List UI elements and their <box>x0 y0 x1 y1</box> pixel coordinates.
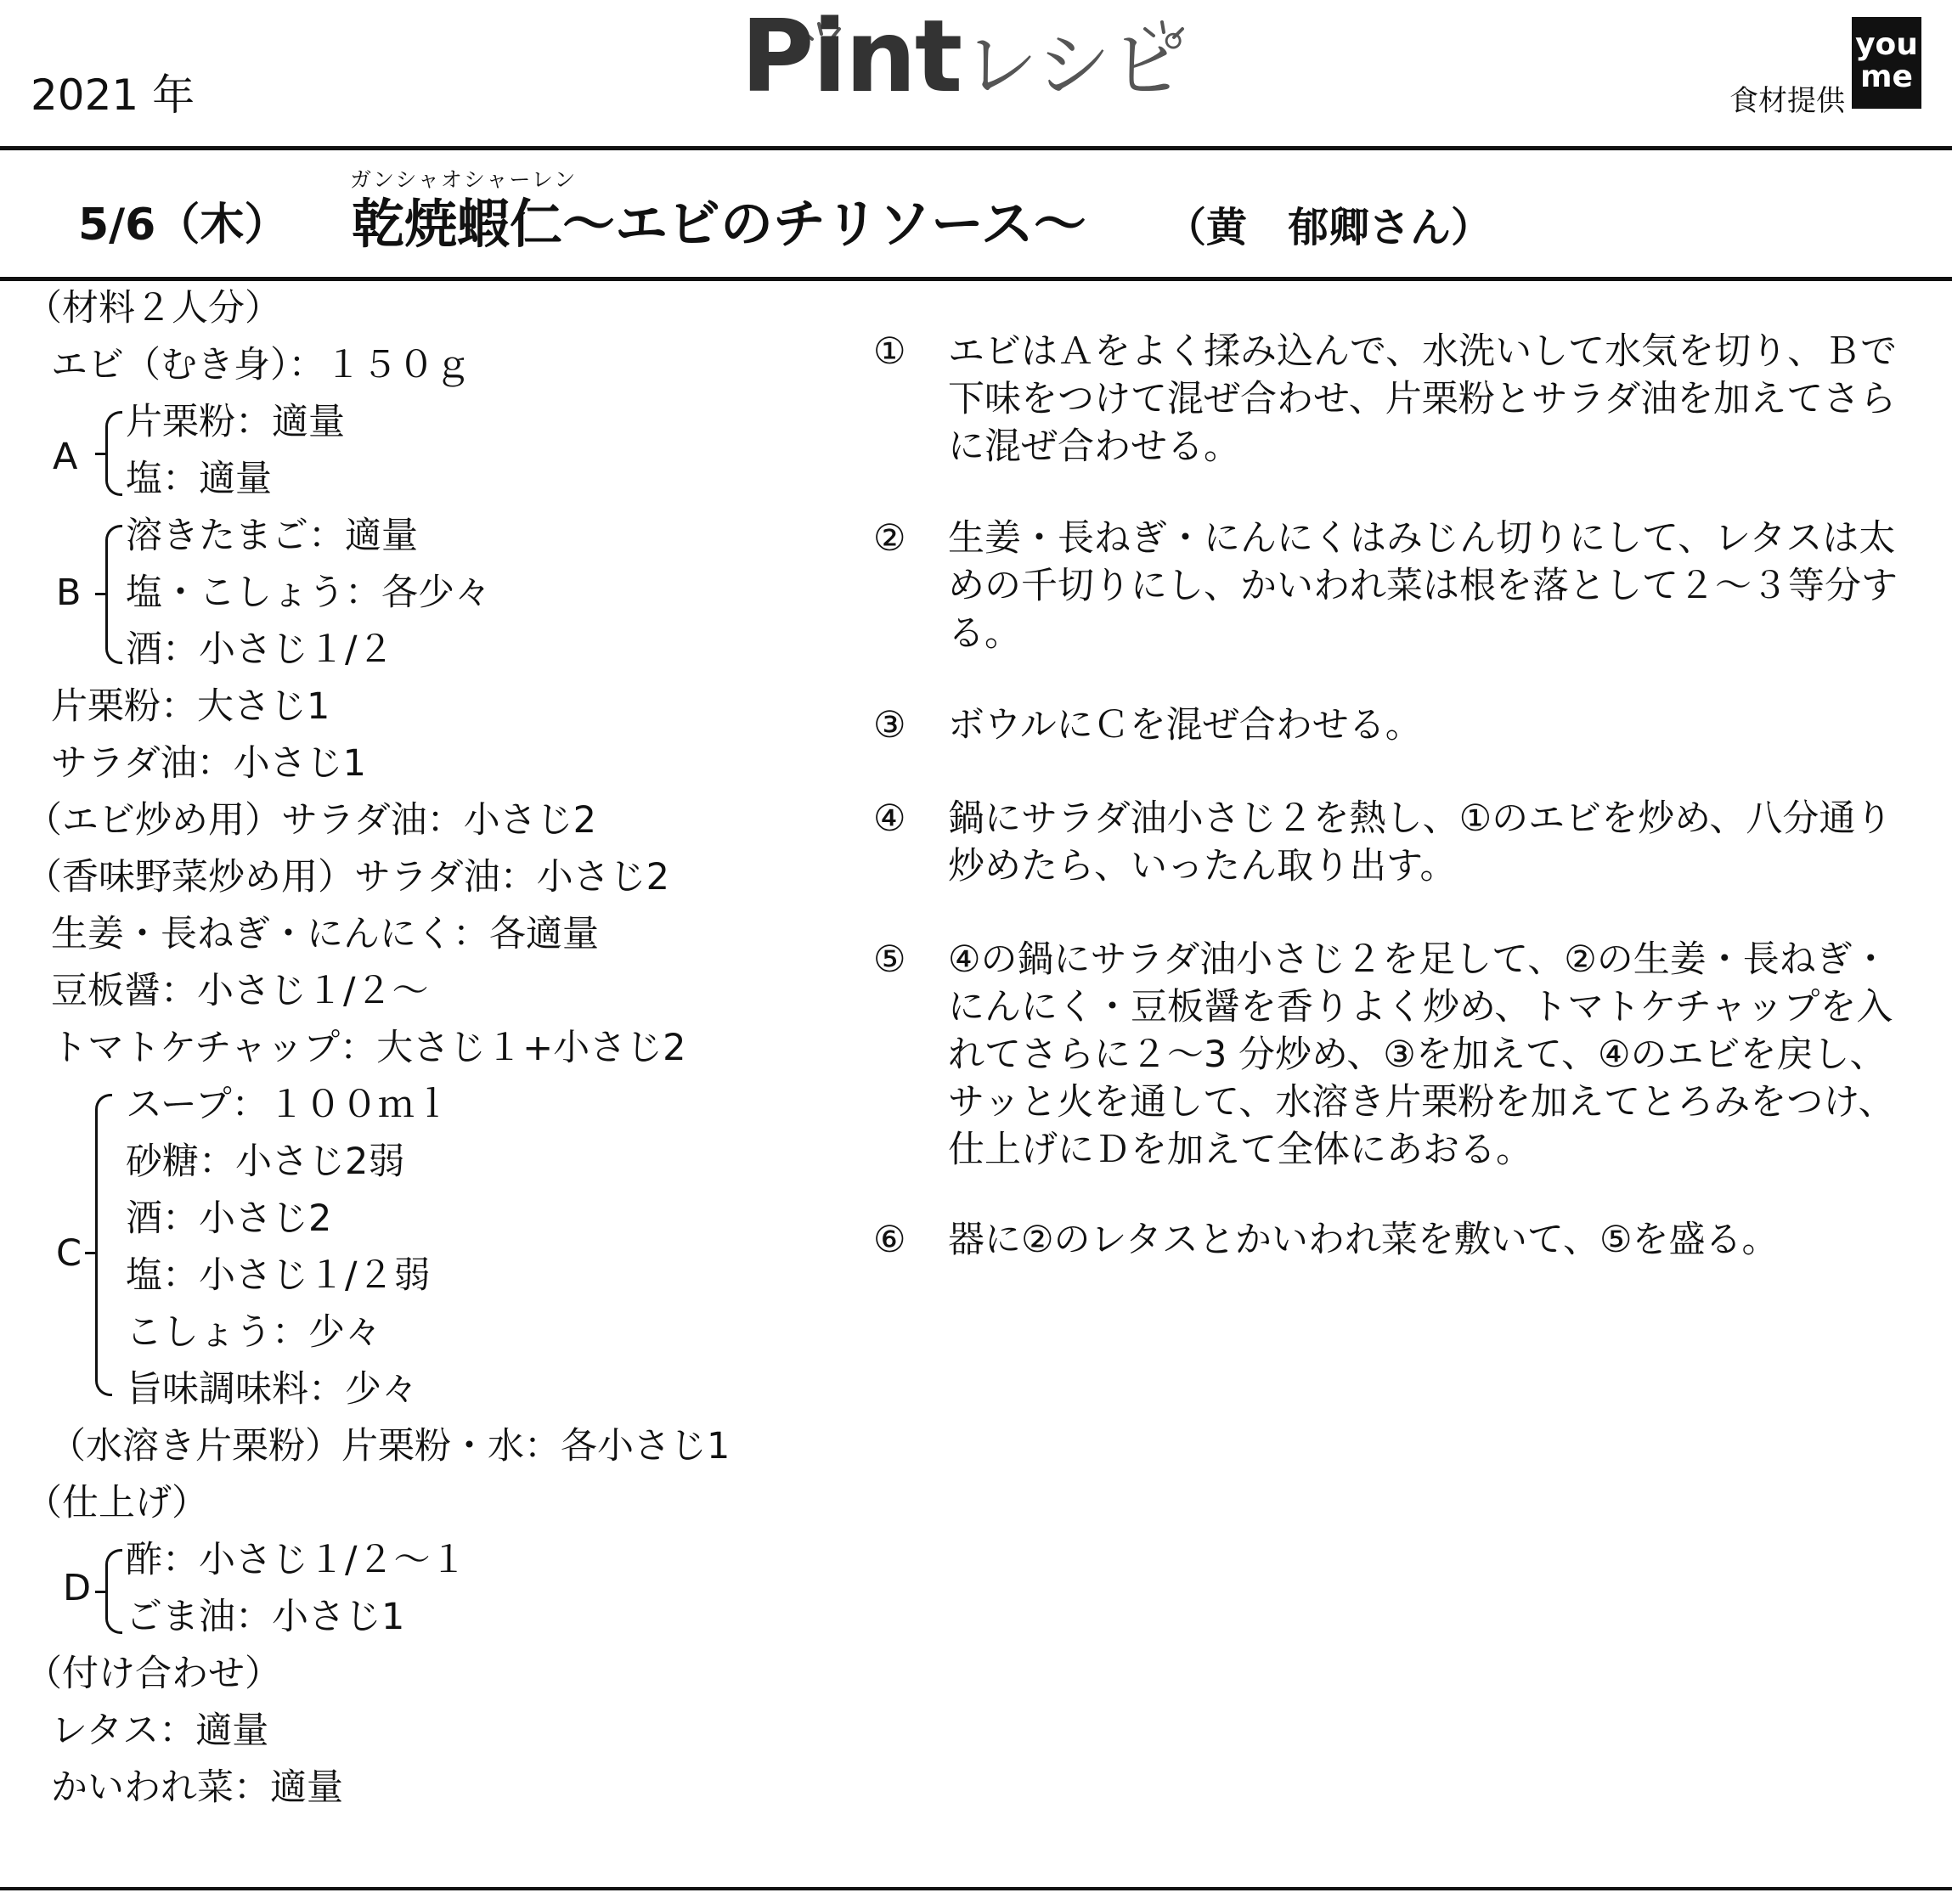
footer-divider <box>0 1887 1952 1890</box>
title-ruby: ガンシャオシャーレン <box>350 167 578 192</box>
step-number: ⑤ <box>873 938 906 981</box>
group-c-item: こしょう：少々 <box>126 1311 381 1354</box>
supplied-by-label: 食材提供 <box>1729 84 1845 118</box>
group-c-item: 砂糖：小さじ2弱 <box>126 1141 405 1183</box>
group-b-item: 酒：小さじ１/２ <box>126 628 394 671</box>
group-c-item: 塩：小さじ１/２弱 <box>126 1254 431 1297</box>
ingredient-salad-oil: サラダ油：小さじ1 <box>51 742 366 785</box>
group-a-brace <box>105 411 122 496</box>
header-divider <box>0 146 1952 150</box>
group-b-item: 塩・こしょう：各少々 <box>126 572 491 614</box>
step-text: エビはＡをよく揉み込んで、水洗いして水気を切り、Ｂで下味をつけて混ぜ合わせ、片栗粉とサラダ油を加えてさらに混ぜ合わせる。 <box>948 330 1898 468</box>
ingredient-starch-water: （水溶き片栗粉）片栗粉・水：各小さじ1 <box>49 1425 731 1467</box>
group-d-label: D <box>63 1567 92 1609</box>
step-number: ② <box>873 517 906 560</box>
logo-main-text: Pint <box>741 0 962 115</box>
group-a-item: 塩：適量 <box>126 458 272 500</box>
logo-sub-text: レシピ <box>963 21 1186 109</box>
group-b-label: B <box>56 572 82 614</box>
group-a-brace-tick <box>95 453 105 455</box>
ingredient-aromatics: 生姜・長ねぎ・にんにく：各適量 <box>51 913 599 955</box>
step-text: ボウルにＣを混ぜ合わせる。 <box>948 704 1422 746</box>
group-d-brace-tick <box>95 1591 105 1593</box>
group-b-item: 溶きたまご：適量 <box>126 515 418 557</box>
group-d-item: ごま油：小さじ1 <box>126 1596 405 1638</box>
group-d-brace <box>105 1549 122 1634</box>
servings-heading: （材料２人分） <box>25 287 281 330</box>
youme-logo: you me <box>1852 17 1921 109</box>
step-text: 生姜・長ねぎ・にんにくはみじん切りにして、レタスは太めの千切りにし、かいわれ菜は根を落として２～３等分する。 <box>948 517 1898 655</box>
title-divider <box>0 277 1952 281</box>
step-text: 鍋にサラダ油小さじ２を熱し、①のエビを炒め、八分通り炒めたら、いったん取り出す。 <box>948 797 1893 887</box>
group-c-label: C <box>56 1232 82 1275</box>
group-b-brace-tick <box>95 593 105 595</box>
group-a-item: 片栗粉：適量 <box>126 401 345 443</box>
ingredient-oil-shrimp: （エビ炒め用）サラダ油：小さじ2 <box>25 799 596 842</box>
group-d-item: 酢：小さじ１/２～１ <box>126 1539 467 1581</box>
step-number: ④ <box>873 797 906 840</box>
step-text: ④の鍋にサラダ油小さじ２を足して、②の生姜・長ねぎ・にんにく・豆板醤を香りよく炒め、トマトケチャップを入れてさらに２～3 分炒め、③を加えて、④のエビを戻し、サッと火を通して、水溶き片栗粉を加えてとろみをつけ、仕上げにＤを加えて全体にあおる。 <box>948 938 1895 1171</box>
ingredient-kaiware: かいわれ菜：適量 <box>51 1766 343 1809</box>
group-b-brace <box>105 525 122 664</box>
finish-heading: （仕上げ） <box>25 1482 208 1524</box>
ingredient-shrimp: エビ（むき身）：１５０ｇ <box>51 344 471 386</box>
step-number: ① <box>873 330 906 373</box>
group-c-brace-tick <box>85 1252 95 1254</box>
garnish-heading: （付け合わせ） <box>25 1653 281 1695</box>
group-c-brace <box>95 1094 112 1396</box>
ingredient-doubanjiang: 豆板醤：小さじ１/２～ <box>51 970 429 1012</box>
step-text: 器に②のレタスとかいわれ菜を敷いて、⑤を盛る。 <box>948 1219 1779 1261</box>
group-a-label: A <box>53 436 78 478</box>
step-number: ③ <box>873 704 906 746</box>
year-label: 2021 年 <box>31 70 195 120</box>
group-c-item: 旨味調味料：少々 <box>126 1368 418 1411</box>
group-c-item: スープ：１００ｍｌ <box>126 1084 451 1126</box>
step-number: ⑥ <box>873 1219 906 1261</box>
recipe-author: （黄 郁卿さん） <box>1165 204 1492 251</box>
recipe-date: 5/6（木） <box>78 200 289 251</box>
recipe-title: 乾焼蝦仁～エビのチリソース～ <box>352 193 1086 255</box>
group-c-item: 酒：小さじ2 <box>126 1197 332 1240</box>
ingredient-ketchup: トマトケチャップ：大さじ１+小さじ2 <box>51 1027 686 1069</box>
pint-recipe-logo <box>741 0 1199 119</box>
ingredient-lettuce: レタス：適量 <box>51 1710 269 1752</box>
ingredient-oil-aromatics: （香味野菜炒め用）サラダ油：小さじ2 <box>25 856 669 898</box>
ingredient-katakuriko: 片栗粉：大さじ1 <box>51 685 330 728</box>
